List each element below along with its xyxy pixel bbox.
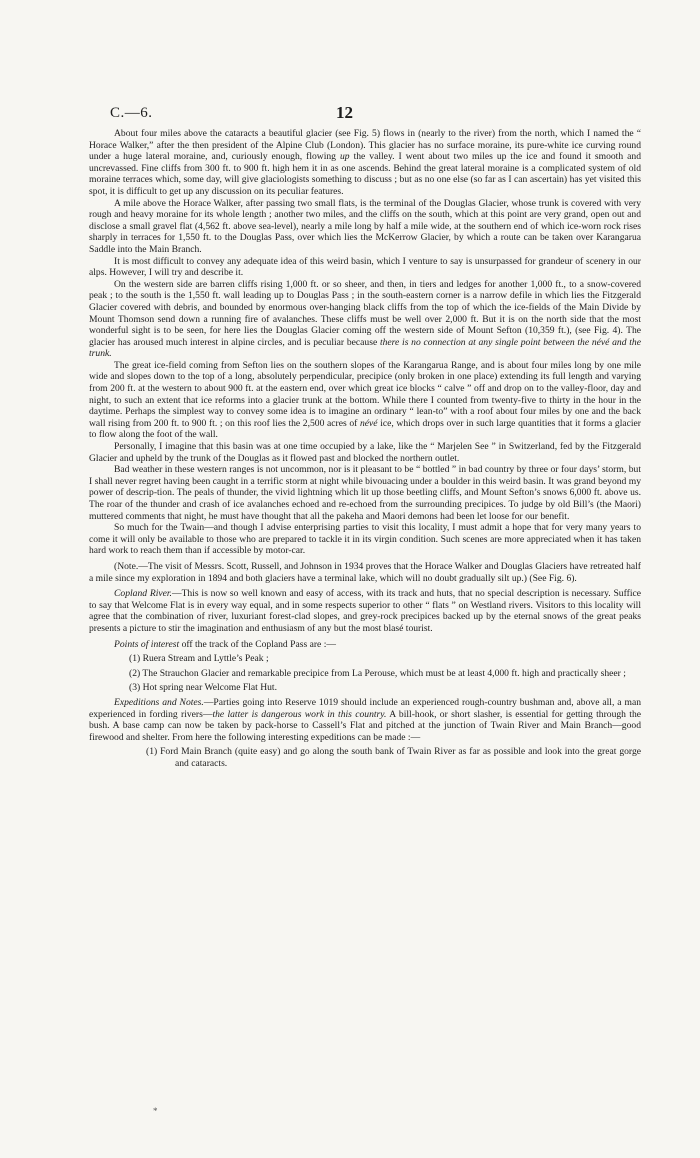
text-run: the valley. I went about two miles up the ice and found it smooth and uncrevassed. Fine cliffs from 300 ft. to 900 ft. high hem it in as one ascends. Behind the great lateral moraine is a complicated system of old moraine terraces which, some day, will give glaciologists something to discuss ; but as no one else (so far as I can ascertain) has yet visited this spot, it is difficult to get up any discussion on its peculiar features. — [89, 151, 641, 197]
text-run: A bill-hook, or short slasher, is essential for getting through the bush. A base camp can now be taken by pack-horse to Cassell’s Flat and pitched at the junction of Twain River and Main Branch—good firewood and shelter. From here the following interesting expeditions can be made :— — [89, 708, 641, 743]
paragraph-list — [89, 128, 641, 650]
paragraph — [89, 588, 641, 634]
paragraph — [89, 561, 641, 584]
italic-text: there is no connection at any single point between the névé and the trunk. — [89, 336, 641, 360]
list-item: (1) Ford Main Branch (quite easy) and go along the south bank of Twain River as far as possible and look into the great gorge and cataracts. — [146, 746, 641, 769]
paragraph — [89, 279, 641, 360]
report-code: C.—6. — [110, 105, 153, 121]
expedition-list — [89, 746, 641, 769]
list-item: (3) Hot spring near Welcome Flat Hut. — [129, 682, 277, 694]
italic-text: névé — [359, 417, 378, 429]
list-item: (2) The Strauchon Glacier and remarkable precipice from La Perouse, which must be at least 4,000 ft. high and practically sheer ; — [129, 667, 626, 679]
paragraph — [89, 128, 641, 198]
paragraph — [89, 522, 641, 557]
text-run: —This is now so well known and easy of access, with its track and huts, that no special description is necessary. Suffice to say that Welcome Flat is in every way equal, and in some respects superior to other “ flats ” on Westland rivers. Visitors to this locality will agree that the combination of river, luxuriant forest-clad slopes, and grey-rock precipices backed up by the eternal snows of the great peaks presents a picture to stir the imagination and enthusiasm of any but the most blasé tourist. — [89, 588, 641, 634]
text-run: —Parties going into Reserve 1019 should include an experienced rough-country bushman and, above all, a man experienced in fording rivers— — [89, 696, 642, 720]
text-run: A mile above the Horace Walker, after passing two small flats, is the terminal of the Douglas Glacier, whose trunk is covered with very rough and heavy moraine for its whole length ; another two miles, and the cliffs on the south, which at this point are very grand, open out and disclose a small gravel flat (4,562 ft. above sea-level), nearly a mile long by half a mile wide, at the southern end of which ice-worn rock rises sharply in terraces for 1,550 ft. to the Douglas Pass, over which lies the McKerrow Glacier, by which a route can be taken over Karangarua Saddle into the Main Branch. — [89, 197, 641, 255]
text-run: About four miles above the cataracts a beautiful glacier (see Fig. 5) flows in (nearly to the river) from the north, which I named the “ Horace Walker,” after the then president of the Alpine Club (London). This glacier has no surface moraine, its pure-white ice curving round under a huge lateral moraine, and, curiously enough, flowing — [89, 128, 641, 163]
points-of-interest-list — [89, 653, 641, 694]
text-run: It is most difficult to convey any adequate idea of this weird basin, which I venture to say is unsurpassed for grandeur of scenery in our alps. However, I will try and describe it. — [89, 255, 641, 279]
text-run: On the western side are barren cliffs rising 1,000 ft. or so sheer, and then, in tiers and ledges for another 1,000 ft., to a snow-covered peak ; to the south is the 1,550 ft. wall leading up to Douglas Pass ; in the south-eastern corner is a narrow defile in which lies the Fitzgerald Glacier covered with debris, and bounded by enormous over-hanging black cliffs from the top of which the ice-fields of the Main Divide by Mount Thomson send down a running fire of avalanches. These cliffs must be well over 2,000 ft. But it is on the north side that the most wonderful sight is to be seen, for here lies the Douglas Glacier coming off the western side of Mount Sefton (10,359 ft.), (see Fig. 4). The glacier has aroused much interest in alpine circles, and is peculiar because — [89, 278, 641, 348]
paragraph — [89, 360, 641, 441]
italic-text: up — [339, 151, 350, 163]
paragraph — [89, 256, 641, 279]
body-text — [89, 128, 641, 772]
paragraph — [89, 639, 641, 651]
stray-mark: * — [153, 1106, 158, 1116]
italic-text: Points of interest — [114, 638, 180, 650]
text-run: ice, which drops over in such large quantities that it forms a glacier to flow along the foot of the wall. — [89, 417, 641, 441]
text-run: The great ice-field coming from Sefton lies on the southern slopes of the Karangarua Range, and is about four miles long by one mile wide and slopes down to the top of a long, absolutely perpendicular, precipice (only broken in one place) extending its full length and varying from 200 ft. at the western to about 900 ft. at the eastern end, over which great ice blocks “ calve ” off and drop on to the valley-floor, day and night, to such an extent that ice reforms into a glacier trunk at the bottom. While there I counted from twenty-five to thirty in the hour in the daytime. Perhaps the simplest way to convey some idea is to imagine an ordinary “ lean-to” with a roof about four miles by one and the back wall rising from 200 ft. to 900 ft. ; on this roof lies the 2,500 acres of — [89, 359, 641, 429]
text-run: Personally, I imagine that this basin was at one time occupied by a lake, like the “ Marjelen See ” in Switzerland, fed by the Fitzgerald Glacier and upheld by the trunk of the Douglas as it flowed past and blocked the northern outlet. — [89, 441, 641, 464]
italic-text: the latter is dangerous work in this country. — [212, 708, 387, 720]
list-item: (1) Ruera Stream and Lyttle’s Peak ; — [129, 653, 269, 665]
page-number: 12 — [336, 103, 353, 122]
text-run: (Note.—The visit of Messrs. Scott, Russell, and Johnson in 1934 proves that the Horace Walker and Douglas Glaciers have retreated half a mile since my exploration in 1894 and both glaciers have a terminal lake, which will no doubt gradually silt up.) (See Fig. 6). — [89, 560, 641, 584]
text-run: So much for the Twain—and though I advise enterprising parties to visit this locality, I must admit a hope that for very many years to come it will only be available to those who are prepared to tackle it in its virgin condition. Such scenes are more appreciated when it has taken hard work to reach them than if accessible by motor-car. — [89, 522, 641, 557]
paragraph — [89, 464, 641, 522]
expeditions-paragraph — [89, 697, 641, 743]
paragraph — [89, 198, 641, 256]
italic-text: Expeditions and Notes. — [114, 696, 204, 708]
italic-text: Copland River. — [114, 588, 172, 600]
paragraph — [89, 441, 641, 464]
text-run: off the track of the Copland Pass are :— — [179, 638, 336, 650]
text-run: Bad weather in these western ranges is not uncommon, nor is it pleasant to be “ bottled ” in bad country by three or four days’ storm, but I shall never regret having been caught in a terrific storm at night while bivouacing under a boulder in this weird basin. It was grand beyond my power of descrip-tion. The peals of thunder, the vivid lightning which lit up those beetling cliffs, and Mount Sefton’s snows 6,000 ft. above us. The roar of the thunder and crash of ice avalanches echoed and re-echoed from the surrounding precipices. To judge by old Bill’s (the Maori) muttered comments that night, he must have thought that all the pakeha and Maori demons had been let loose for our benefit. — [89, 464, 641, 522]
